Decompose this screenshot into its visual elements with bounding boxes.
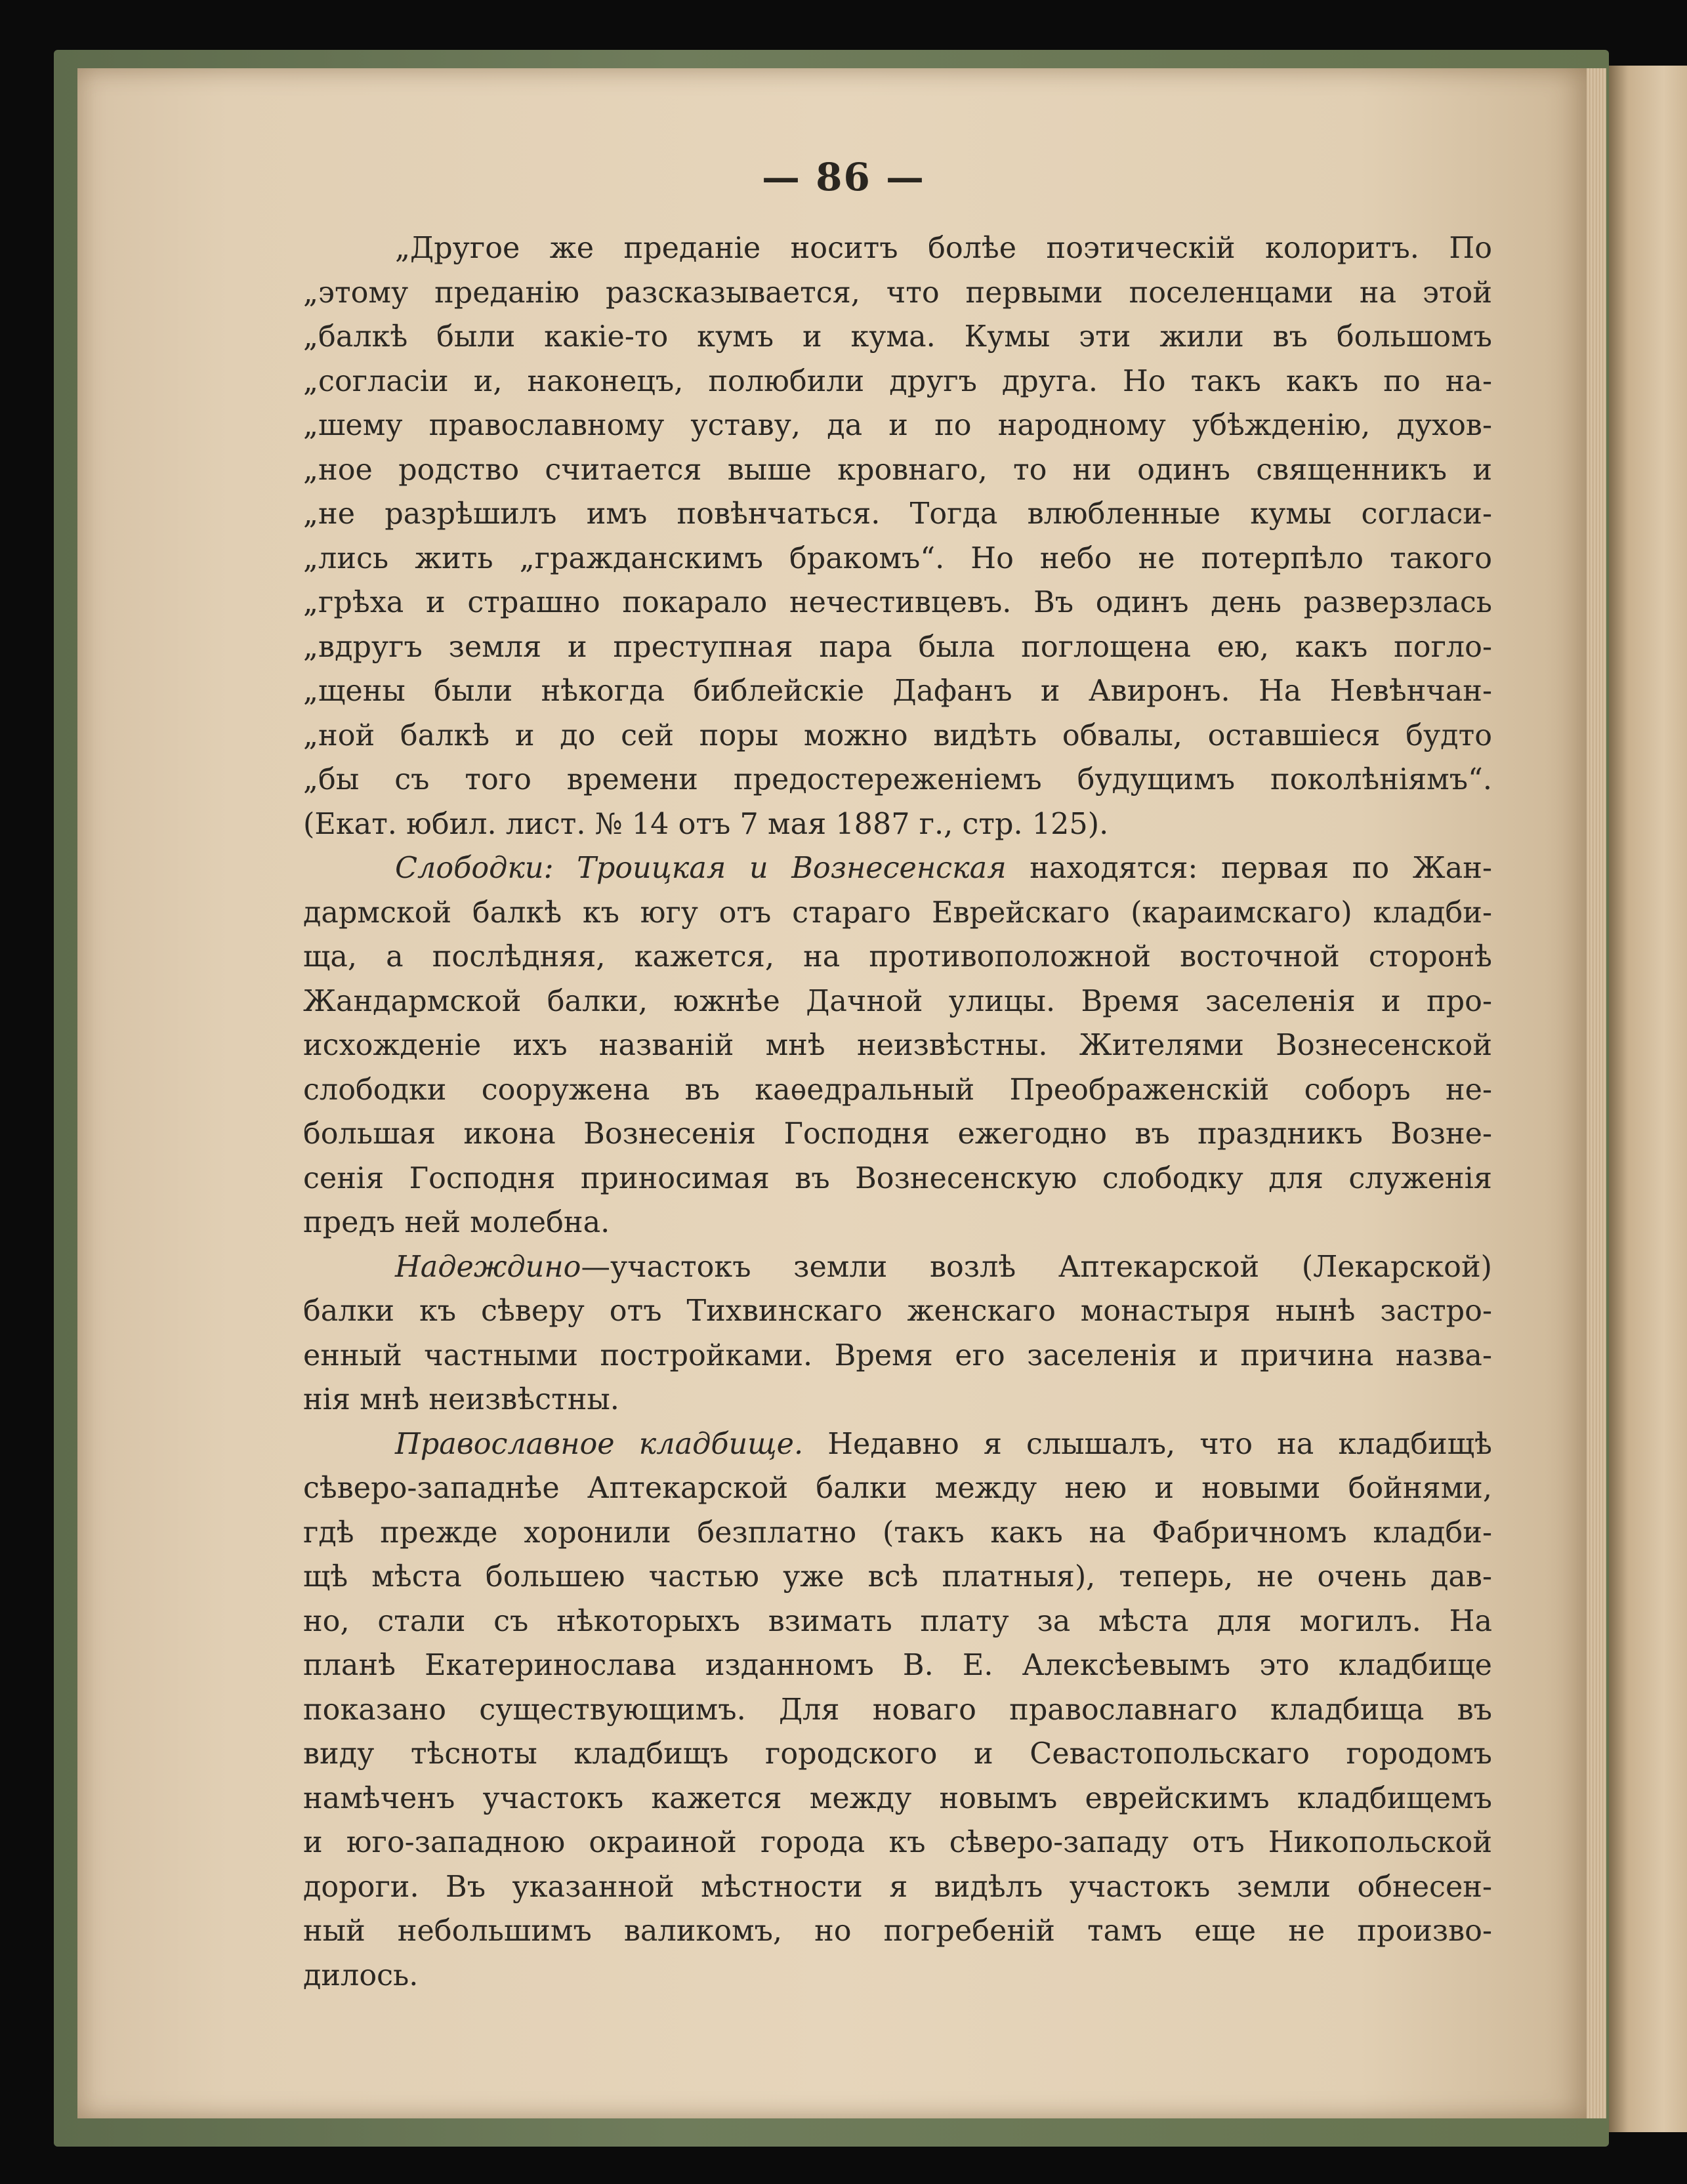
line-text: ща, а послѣдняя, кажется, на противоположной восточной сторонѣ [303,940,1492,974]
text-line [303,226,1492,271]
line-text: сѣверо-западнѣе Аптекарской балки между нею и новыми бойнями, [303,1472,1492,1505]
text-line [303,1466,1492,1511]
line-text: виду тѣсноты кладбищъ городского и Севастопольскаго городомъ [303,1737,1492,1771]
italic-heading: Православное кладбище. [395,1427,804,1461]
line-text: нія мнѣ неизвѣстны. [303,1383,619,1416]
text-line [303,846,1492,891]
line-text: балки къ сѣверу отъ Тихвинскаго женскаго монастыря нынѣ застро- [303,1294,1492,1328]
text-line [303,271,1492,316]
line-text: „балкѣ были какіе-то кумъ и кума. Кумы эти жили въ большомъ [303,320,1492,354]
text-line [303,315,1492,360]
text-line [303,492,1492,537]
line-text: (Екат. юбил. лист. № 14 отъ 7 мая 1887 г., стр. 125). [303,807,1109,841]
text-line [303,1245,1492,1290]
text-line [303,403,1492,448]
line-text: показано существующимъ. Для новаго православнаго кладбища въ [303,1693,1492,1727]
line-text: планѣ Екатеринослава изданномъ В. Е. Алексѣевымъ это кладбище [303,1649,1492,1682]
italic-heading: Надеждино [395,1250,581,1284]
line-text: „ной балкѣ и до сей поры можно видѣть обвалы, оставшіеся будто [303,718,1492,752]
line-text: но, стали съ нѣкоторыхъ взимать плату за мѣста для могилъ. На [303,1604,1492,1638]
line-text: Недавно я слышалъ, что на кладбищѣ [803,1427,1492,1461]
line-text: щѣ мѣста большею частью уже всѣ платныя), теперь, не очень дав- [303,1560,1492,1594]
line-text: Жандармской балки, южнѣе Дачной улицы. Время заселенія и про- [303,984,1492,1018]
page-body-text [303,226,1492,1998]
line-text: „лись жить „гражданскимъ бракомъ“. Но небо не потерпѣло такого [303,541,1492,575]
text-line [303,1643,1492,1688]
line-text: и юго-западною окраиной города къ сѣверо-западу отъ Никопольской [303,1826,1492,1859]
line-text: гдѣ прежде хоронили безплатно (такъ какъ на Фабричномъ кладби- [303,1515,1492,1550]
text-line [303,1777,1492,1821]
text-line [303,1954,1492,1998]
text-line [303,1112,1492,1157]
italic-heading: Слободки: Троицкая и Вознесенская [395,852,1007,885]
line-text: дармской балкѣ къ югу отъ стараго Еврейскаго (караимскаго) кладби- [303,896,1492,930]
text-line [303,1422,1492,1467]
text-line [303,1821,1492,1865]
text-line [303,669,1492,714]
text-line [303,1688,1492,1733]
line-text: „этому преданію разсказывается, что первыми поселенцами на этой [303,276,1492,310]
text-line [303,448,1492,493]
text-line [303,360,1492,404]
text-line [303,1378,1492,1422]
line-text: „ное родство считается выше кровнаго, то ни одинъ священникъ и [303,453,1492,487]
line-text: намѣченъ участокъ кажется между новымъ еврейскимъ кладбищемъ [303,1781,1492,1815]
line-text: „щены были нѣкогда библейскіе Дафанъ и Авиронъ. На Невѣнчан- [303,674,1492,708]
text-line [303,979,1492,1024]
text-line [303,1201,1492,1245]
facing-page-edge [1609,66,1687,2132]
line-text: „шему православному уставу, да и по народному убѣжденію, духов- [303,409,1492,442]
line-text: „бы съ того времени предостереженіемъ будущимъ поколѣніямъ“. [303,763,1492,796]
line-text: исхожденіе ихъ названій мнѣ неизвѣстны. Жителями Вознесенской [303,1029,1492,1062]
text-line [303,758,1492,802]
line-text: „грѣха и страшно покарало нечестивцевъ. Въ одинъ день разверзлась [303,586,1492,619]
text-line [303,625,1492,670]
line-text: находятся: первая по Жан- [1006,852,1492,885]
page-edges [1587,68,1606,2118]
text-line [303,1334,1492,1378]
text-line [303,1555,1492,1599]
line-text: „согласіи и, наконецъ, полюбили другъ друга. Но такъ какъ по на- [303,364,1492,398]
text-line [303,581,1492,625]
page-number-header: — 86 — [761,155,926,199]
text-line [303,1157,1492,1201]
text-line [303,1068,1492,1113]
line-text: „не разрѣшилъ имъ повѣнчаться. Тогда влюбленные кумы согласи- [303,497,1492,531]
text-line [303,1023,1492,1068]
line-text: ный небольшимъ валикомъ, но погребеній тамъ еще не произво- [303,1914,1492,1948]
text-line [303,802,1492,847]
line-text: енный частными постройками. Время его заселенія и причина назва- [303,1338,1492,1372]
text-line [303,891,1492,936]
text-line [303,714,1492,758]
text-line [303,1289,1492,1334]
text-line [303,1732,1492,1777]
text-line [303,1599,1492,1644]
line-text: дороги. Въ указанной мѣстности я видѣлъ участокъ земли обнесен- [303,1870,1492,1904]
line-text: „Другое же преданіе носитъ болѣе поэтическій колоритъ. По [395,232,1492,265]
line-text: —участокъ земли возлѣ Аптекарской (Лекарской) [581,1250,1492,1284]
text-line [303,1909,1492,1954]
line-text: сенія Господня приносимая въ Вознесенскую слободку для служенія [303,1161,1492,1195]
text-line [303,1511,1492,1556]
line-text: „вдругъ земля и преступная пара была поглощена ею, какъ погло- [303,630,1492,664]
line-text: предъ ней молебна. [303,1206,610,1239]
text-line [303,1865,1492,1910]
line-text: слободки сооружена въ каѳедральный Преображенскій соборъ не- [303,1073,1492,1107]
text-line [303,935,1492,979]
text-line [303,537,1492,581]
line-text: большая икона Вознесенія Господня ежегодно въ праздникъ Возне- [303,1117,1492,1151]
line-text: дилось. [303,1958,419,1992]
